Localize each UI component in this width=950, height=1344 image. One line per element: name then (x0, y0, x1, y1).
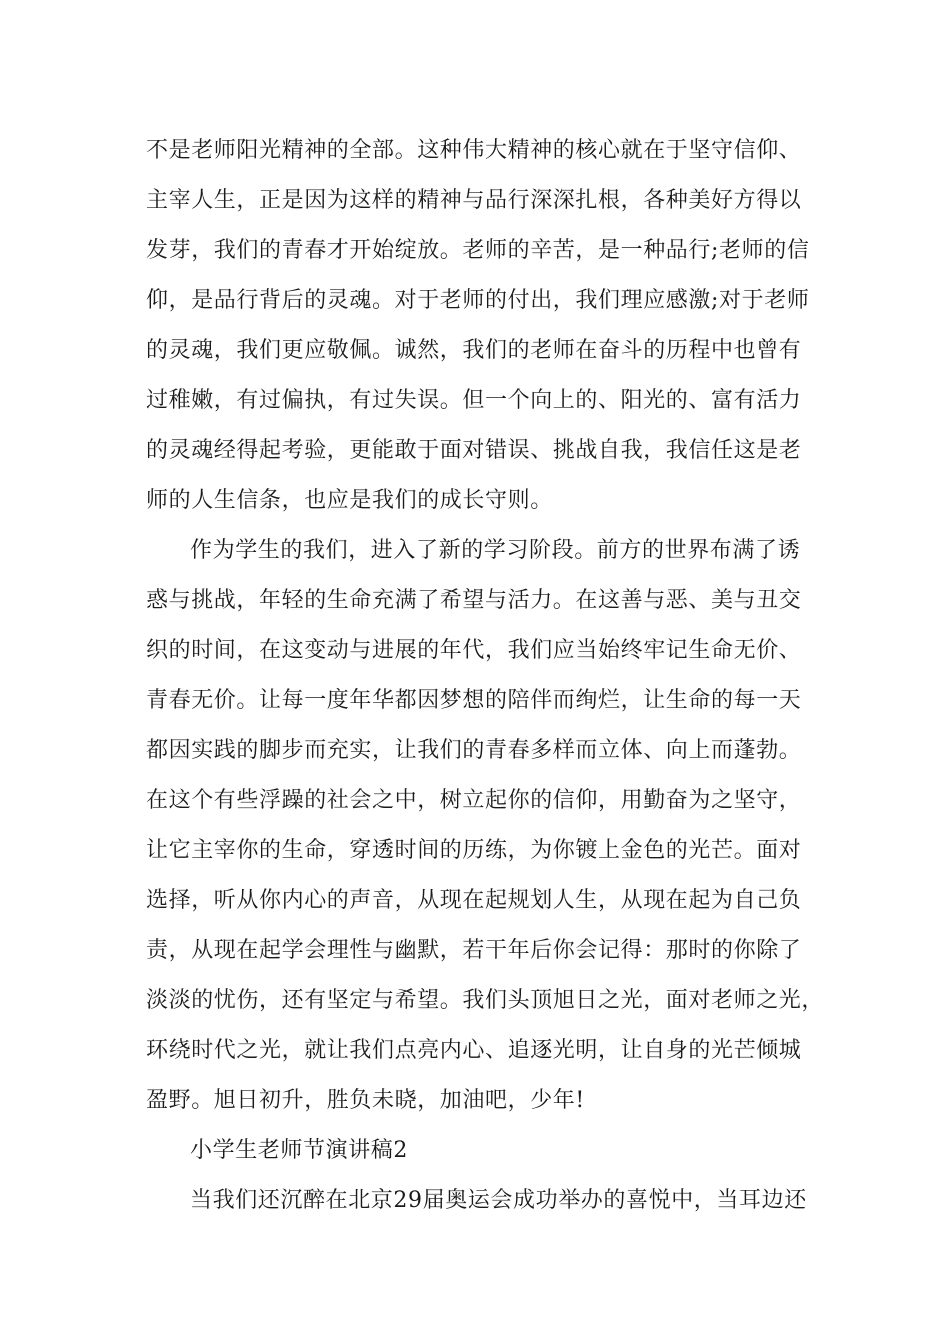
paragraph-line: 织的时间，在这变动与进展的年代，我们应当始终牢记生命无价、 (146, 638, 802, 663)
paragraph-line: 师的人生信条，也应是我们的成长守则。 (146, 488, 553, 513)
paragraph-line: 惑与挑战，年轻的生命充满了希望与活力。在这善与恶、美与丑交 (146, 588, 802, 613)
paragraph-line: 都因实践的脚步而充实，让我们的青春多样而立体、向上而蓬勃。 (146, 738, 802, 763)
section-title: 小学生老师节演讲稿2 (190, 1138, 408, 1163)
paragraph-line: 发芽，我们的青春才开始绽放。老师的辛苦，是一种品行;老师的信 (146, 238, 810, 263)
paragraph-line: 主宰人生，正是因为这样的精神与品行深深扎根，各种美好方得以 (146, 188, 802, 213)
paragraph-line: 青春无价。让每一度年华都因梦想的陪伴而绚烂，让生命的每一天 (146, 688, 802, 713)
paragraph-line: 当我们还沉醉在北京29届奥运会成功举办的喜悦中，当耳边还 (190, 1188, 807, 1213)
paragraph-line: 的灵魂经得起考验，更能敢于面对错误、挑战自我，我信任这是老 (146, 438, 802, 463)
paragraph-line: 选择，听从你内心的声音，从现在起规划人生，从现在起为自己负 (146, 888, 802, 913)
paragraph-line: 的灵魂，我们更应敬佩。诚然，我们的老师在奋斗的历程中也曾有 (146, 338, 802, 363)
paragraph-line: 作为学生的我们，进入了新的学习阶段。前方的世界布满了诱 (190, 538, 801, 563)
paragraph-line: 淡淡的忧伤，还有坚定与希望。我们头顶旭日之光，面对老师之光， (146, 988, 825, 1013)
paragraph-line: 盈野。旭日初升，胜负未晓，加油吧，少年! (146, 1088, 585, 1113)
paragraph-line: 让它主宰你的生命，穿透时间的历练，为你镀上金色的光芒。面对 (146, 838, 802, 863)
paragraph-line: 不是老师阳光精神的全部。这种伟大精神的核心就在于坚守信仰、 (146, 138, 802, 163)
paragraph-line: 过稚嫩，有过偏执，有过失误。但一个向上的、阳光的、富有活力 (146, 388, 802, 413)
paragraph-line: 在这个有些浮躁的社会之中，树立起你的信仰，用勤奋为之坚守， (146, 788, 802, 813)
paragraph-line: 责，从现在起学会理性与幽默，若干年后你会记得：那时的你除了 (146, 938, 802, 963)
paragraph-line: 环绕时代之光，就让我们点亮内心、追逐光明，让自身的光芒倾城 (146, 1038, 802, 1063)
paragraph-line: 仰，是品行背后的灵魂。对于老师的付出，我们理应感激;对于老师 (146, 288, 810, 313)
